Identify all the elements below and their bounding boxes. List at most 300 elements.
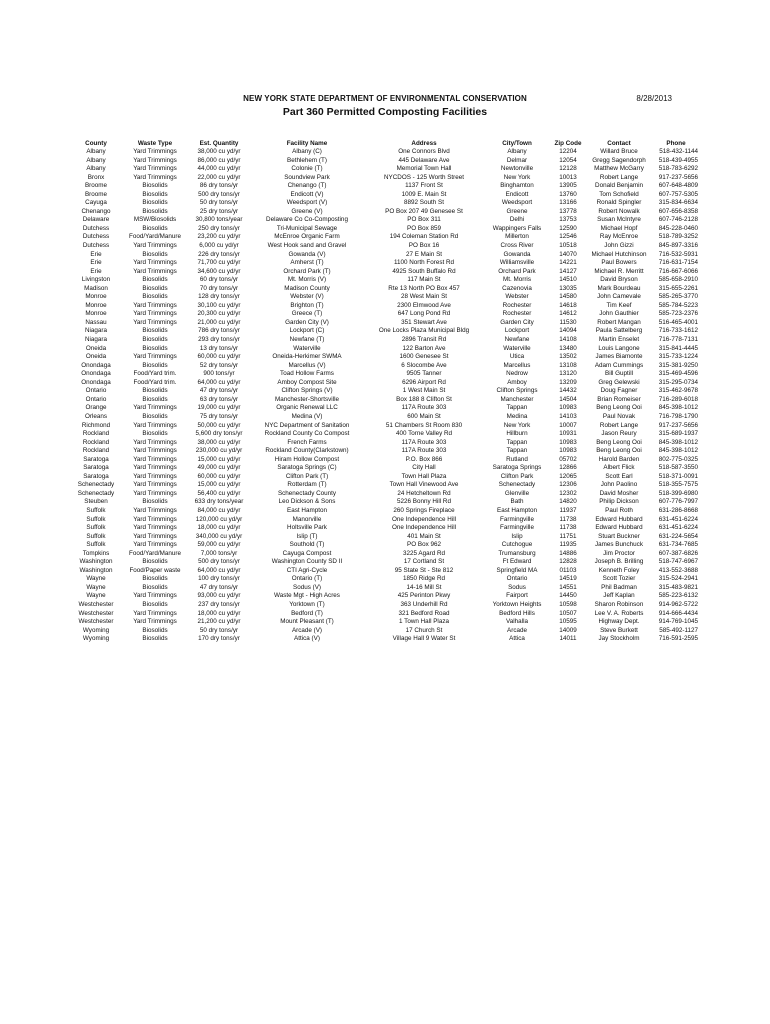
cell-county: Monroe [85, 293, 107, 301]
cell-city-town: Farmingville [500, 515, 534, 523]
cell-county: Onondaga [81, 378, 111, 386]
cell-est-quantity: 900 tons/yr [203, 370, 235, 378]
cell-zip-code: 11738 [559, 515, 577, 523]
cell-address: 17 Cortland St [403, 558, 445, 566]
table-row [70, 430, 700, 439]
cell-zip-code: 14009 [559, 626, 577, 634]
cell-county: Madison [84, 284, 108, 292]
cell-est-quantity: 20,300 cu yd/yr [197, 310, 241, 318]
table-row [70, 353, 700, 362]
cell-waste-type: Biosolids [142, 626, 168, 634]
cell-county: Monroe [85, 310, 107, 318]
cell-city-town: Ft Edward [502, 558, 532, 566]
cell-phone: 607-387-6826 [658, 549, 698, 557]
cell-county: Wayne [86, 583, 106, 591]
cell-phone: 516-465-4001 [658, 318, 698, 326]
cell-zip-code: 14820 [559, 498, 577, 506]
cell-waste-type: Biosolids [142, 199, 168, 207]
cell-address: 260 Springs Fireplace [393, 506, 455, 514]
cell-county: Onondaga [81, 361, 111, 369]
cell-address: One Independence Hill [391, 515, 457, 523]
cell-phone: 607-746-2128 [658, 216, 698, 224]
cell-zip-code: 11935 [559, 541, 577, 549]
table-row [70, 558, 700, 567]
cell-city-town: Ontario [506, 575, 528, 583]
cell-phone: 845-398-1012 [658, 404, 698, 412]
cell-facility-name: Greece (T) [291, 310, 323, 318]
cell-zip-code: 12828 [559, 558, 577, 566]
column-header-phone: Phone [666, 140, 686, 147]
cell-contact: Albert Flick [603, 464, 635, 472]
cell-contact: Tom Schofield [599, 190, 639, 198]
cell-waste-type: Yard Trimmings [133, 447, 177, 455]
cell-facility-name: Colonie (T) [291, 165, 323, 173]
table-row [70, 618, 700, 627]
cell-county: Washington [79, 566, 113, 574]
cell-facility-name: Mount Pleasant (T) [280, 618, 334, 626]
cell-est-quantity: 50 dry tons/yr [199, 626, 239, 634]
cell-zip-code: 10598 [559, 600, 577, 608]
cell-facility-name: Hiram Hollow Compost [274, 455, 340, 463]
cell-waste-type: Yard Trimmings [133, 438, 177, 446]
cell-waste-type: Biosolids [142, 361, 168, 369]
cell-zip-code: 13502 [559, 353, 577, 361]
cell-county: Albany [86, 165, 106, 173]
cell-waste-type: Yard Trimmings [133, 242, 177, 250]
table-row [70, 336, 700, 345]
cell-county: Schenectady [77, 481, 115, 489]
cell-city-town: Garden City [500, 318, 534, 326]
cell-contact: John Gauthier [599, 310, 639, 318]
cell-facility-name: Albany (C) [292, 148, 322, 155]
cell-facility-name: Webster (V) [290, 293, 324, 301]
cell-contact: Doug Fagner [600, 387, 638, 395]
cell-phone: 315-655-2261 [658, 284, 698, 292]
cell-est-quantity: 75 dry tons/yr [199, 412, 239, 420]
cell-city-town: Newtonville [500, 165, 534, 173]
cell-address: 401 Main St [407, 532, 441, 540]
cell-facility-name: Rockland County Co Compost [264, 430, 350, 438]
cell-zip-code: 13035 [559, 284, 577, 292]
cell-phone: 315-834-6634 [658, 199, 698, 207]
cell-address: 363 Underhill Rd [400, 600, 448, 608]
cell-waste-type: Yard Trimmings [133, 506, 177, 514]
cell-city-town: New York [503, 173, 531, 181]
cell-county: Westchester [78, 600, 114, 608]
cell-city-town: Amboy [507, 378, 527, 386]
cell-contact: Beng Leong Ooi [596, 447, 642, 455]
cell-contact: Robert Mangan [597, 318, 641, 326]
cell-address: PO Box 207 49 Genesee St [385, 207, 463, 215]
cell-phone: 585-723-2376 [658, 310, 698, 318]
cell-zip-code: 14011 [559, 635, 577, 643]
cell-contact: Mark Bourdeau [597, 284, 641, 292]
cell-facility-name: Sodus (V) [293, 583, 321, 591]
cell-waste-type: Yard Trimmings [133, 156, 177, 164]
cell-address: 5226 Bonny Hill Rd [397, 498, 451, 506]
cell-city-town: Bath [510, 498, 524, 506]
cell-zip-code: 01103 [559, 566, 577, 574]
cell-address: 1 Town Hall Plaza [399, 618, 449, 626]
cell-phone: 845-398-1012 [658, 438, 698, 446]
cell-county: Cayuga [85, 199, 107, 207]
cell-county: Erie [90, 259, 102, 267]
table-row [70, 507, 700, 516]
cell-contact: Jeff Kaplan [603, 592, 635, 600]
cell-contact: James Bunchuck [595, 541, 643, 549]
cell-phone: 917-237-5656 [658, 173, 698, 181]
column-header-waste-type: Waste Type [137, 140, 173, 147]
cell-phone: 716-631-7154 [658, 259, 698, 267]
page-title: Part 360 Permitted Composting Facilities [282, 106, 488, 118]
cell-est-quantity: 64,000 cu yd/yr [197, 378, 241, 386]
cell-est-quantity: 100 dry tons/yr [198, 575, 240, 583]
cell-phone: 315-469-4596 [658, 370, 698, 378]
cell-waste-type: Yard Trimmings [133, 404, 177, 412]
cell-contact: Harold Barden [598, 455, 640, 463]
cell-est-quantity: 23,200 cu yd/yr [197, 233, 241, 241]
cell-county: Suffolk [86, 515, 106, 523]
cell-facility-name: Garden City (V) [285, 318, 329, 326]
cell-est-quantity: 500 dry tons/yr [198, 190, 240, 198]
cell-contact: Jason Reury [601, 430, 637, 438]
table-row [70, 498, 700, 507]
cell-city-town: Lockport [504, 327, 530, 335]
cell-address: 6 Slocombe Ave [401, 361, 447, 369]
cell-phone: 315-841-4445 [658, 344, 698, 352]
cell-zip-code: 14450 [559, 592, 577, 600]
cell-est-quantity: 59,000 cu yd/yr [197, 541, 241, 549]
cell-waste-type: Yard Trimmings [133, 455, 177, 463]
table-row [70, 635, 700, 644]
cell-phone: 631-451-6224 [658, 515, 698, 523]
cell-facility-name: Clifton Springs (V) [281, 387, 333, 395]
table-row [70, 396, 700, 405]
cell-address: 1600 Genesee St [399, 353, 449, 361]
cell-facility-name: Leo Dickson & Sons [278, 498, 336, 506]
cell-zip-code: 13209 [559, 378, 577, 386]
cell-city-town: Albany [507, 148, 527, 155]
cell-facility-name: Ontario (T) [291, 575, 323, 583]
cell-county: Steuben [84, 498, 108, 506]
cell-waste-type: Biosolids [142, 327, 168, 335]
cell-phone: 607-757-5305 [658, 190, 698, 198]
cell-phone: 518-789-3252 [658, 233, 698, 241]
cell-zip-code: 13753 [559, 216, 577, 224]
table-row [70, 293, 700, 302]
cell-address: 4925 South Buffalo Rd [392, 267, 456, 275]
cell-phone: 585-492-1127 [659, 626, 698, 634]
cell-county: Wyoming [82, 635, 110, 643]
cell-waste-type: Yard Trimmings [133, 592, 177, 600]
cell-facility-name: Bedford (T) [291, 609, 323, 617]
cell-zip-code: 13905 [559, 182, 577, 190]
table-row [70, 601, 700, 610]
cell-waste-type: Yard Trimmings [133, 489, 177, 497]
cell-county: Chenango [81, 207, 111, 215]
cell-city-town: Webster [505, 293, 529, 301]
cell-waste-type: Biosolids [142, 250, 168, 258]
cell-waste-type: Biosolids [142, 430, 168, 438]
cell-zip-code: 10007 [559, 421, 577, 429]
cell-zip-code: 14580 [559, 293, 577, 301]
cell-city-town: Newfane [504, 336, 530, 344]
cell-county: Dutchess [82, 224, 110, 232]
cell-zip-code: 13480 [559, 344, 577, 352]
cell-contact: Gregg Sagendorph [592, 156, 646, 164]
cell-address: 600 Main St [407, 412, 441, 420]
cell-city-town: Schenectady [498, 481, 536, 489]
cell-facility-name: Brighton (T) [290, 301, 324, 309]
cell-address: City Hall [412, 464, 436, 472]
cell-phone: 631-224-5654 [658, 532, 698, 540]
cell-county: Ontario [85, 395, 107, 403]
cell-zip-code: 11751 [559, 532, 577, 540]
cell-zip-code: 14221 [559, 259, 577, 267]
table-row [70, 516, 700, 525]
table-row [70, 233, 700, 242]
cell-est-quantity: 60,000 cu yd/yr [197, 353, 241, 361]
cell-phone: 716-532-5931 [658, 250, 698, 258]
cell-facility-name: Delaware Co Co-Composting [266, 216, 348, 224]
table-row [70, 242, 700, 251]
cell-phone: 585-265-3770 [658, 293, 698, 301]
cell-address: 122 Barton Ave [402, 344, 446, 352]
cell-address: 51 Chambers St Room 830 [385, 421, 463, 429]
cell-address: PO Box 859 [407, 224, 441, 232]
cell-county: Tompkins [82, 549, 110, 557]
cell-county: Suffolk [86, 524, 106, 532]
cell-est-quantity: 226 dry tons/yr [198, 250, 240, 258]
cell-contact: Stuart Buckner [598, 532, 640, 540]
cell-zip-code: 14519 [559, 575, 577, 583]
table-row [70, 584, 700, 593]
table-row [70, 413, 700, 422]
cell-est-quantity: 70 dry tons/yr [199, 284, 239, 292]
cell-phone: 315-462-9678 [658, 387, 698, 395]
cell-city-town: Nedrow [506, 370, 528, 378]
cell-address: One Independence Hill [391, 524, 457, 532]
cell-est-quantity: 120,000 cu yd/yr [195, 515, 243, 523]
cell-city-town: Cutchogue [501, 541, 533, 549]
cell-contact: Greg Gelewski [598, 378, 640, 386]
cell-waste-type: Food/Yard/Manure [128, 233, 182, 241]
cell-county: Onondaga [81, 370, 111, 378]
cell-address: 647 Long Pond Rd [397, 310, 451, 318]
cell-address: 117A Route 303 [401, 438, 447, 446]
cell-contact: Martin Enselet [598, 336, 640, 344]
cell-address: 2896 Transit Rd [401, 336, 447, 344]
cell-zip-code: 10983 [559, 438, 577, 446]
cell-address: 400 Torne Valley Rd [395, 430, 453, 438]
cell-county: Albany [86, 156, 106, 164]
cell-zip-code: 10013 [559, 173, 577, 181]
cell-county: Albany [86, 148, 106, 155]
cell-facility-name: Bethlehem (T) [287, 156, 327, 164]
cell-address: PO Box 962 [407, 541, 441, 549]
cell-facility-name: Soundview Park [284, 173, 330, 181]
cell-contact: John Camevale [597, 293, 641, 301]
cell-facility-name: Southold (T) [289, 541, 325, 549]
cell-contact: Adam Cummings [594, 361, 644, 369]
cell-phone: 585-658-2910 [658, 276, 698, 284]
cell-facility-name: Rockland County(Clarkstown) [265, 447, 349, 455]
table-row [70, 370, 700, 379]
cell-city-town: Rochester [502, 310, 532, 318]
cell-est-quantity: 250 dry tons/yr [198, 224, 240, 232]
cell-contact: James Biamonte [595, 353, 643, 361]
cell-contact: Michael Hopf [600, 224, 638, 232]
cell-zip-code: 10983 [559, 404, 577, 412]
cell-address: PO Box 16 [408, 242, 440, 250]
cell-county: Erie [90, 250, 102, 258]
table-row [70, 276, 700, 285]
cell-facility-name: Madison County [284, 284, 330, 292]
table-row [70, 259, 700, 268]
cell-waste-type: Biosolids [142, 182, 168, 190]
cell-phone: 716-778-7131 [658, 336, 698, 344]
cell-address: Town Hall Vinewood Ave [389, 481, 459, 489]
cell-contact: Kenneth Foley [598, 566, 640, 574]
cell-est-quantity: 50 dry tons/yr [199, 199, 239, 207]
cell-est-quantity: 47 dry tons/yr [199, 387, 239, 395]
cell-contact: Paul Novak [602, 412, 636, 420]
cell-waste-type: Yard Trimmings [133, 609, 177, 617]
cell-zip-code: 13778 [559, 207, 577, 215]
cell-county: Dutchess [82, 242, 110, 250]
table-row [70, 592, 700, 601]
table-row [70, 550, 700, 559]
cell-city-town: Rochester [502, 301, 532, 309]
table-header-row [70, 139, 700, 148]
cell-contact: Philip Dickson [599, 498, 639, 506]
cell-contact: Bill Guptill [605, 370, 633, 378]
cell-county: Broome [84, 190, 108, 198]
cell-zip-code: 10983 [559, 447, 577, 455]
cell-county: Monroe [85, 301, 107, 309]
cell-county: Nassau [85, 318, 107, 326]
table-row [70, 387, 700, 396]
cell-est-quantity: 56,400 cu yd/yr [197, 489, 241, 497]
cell-zip-code: 05702 [559, 455, 577, 463]
cell-facility-name: Washington County SD II [271, 558, 343, 566]
cell-city-town: Waterville [503, 344, 531, 352]
cell-waste-type: Biosolids [142, 224, 168, 232]
cell-address: 1100 North Forest Rd [393, 259, 455, 267]
cell-est-quantity: 60 dry tons/yr [199, 276, 239, 284]
table-row [70, 447, 700, 456]
cell-est-quantity: 47 dry tons/yr [199, 583, 239, 591]
cell-address: 24 Hetcheltown Rd [397, 489, 451, 497]
cell-city-town: Fairport [506, 592, 528, 600]
cell-est-quantity: 170 dry tons/yr [198, 635, 240, 643]
table-row [70, 157, 700, 166]
table-row [70, 327, 700, 336]
cell-phone: 802-775-0325 [658, 455, 698, 463]
cell-waste-type: Biosolids [142, 635, 168, 643]
cell-county: Oneida [85, 344, 107, 352]
cell-county: Dutchess [82, 233, 110, 241]
cell-phone: 716-667-6066 [658, 267, 698, 275]
department-heading: NEW YORK STATE DEPARTMENT OF ENVIRONMENTAL CONSERVATION [243, 94, 527, 103]
cell-county: Erie [90, 267, 102, 275]
cell-est-quantity: 86 dry tons/yr [199, 182, 239, 190]
column-header-contact: Contact [607, 140, 631, 147]
table-row [70, 225, 700, 234]
cell-contact: Tim Keef [606, 301, 632, 309]
cell-address: P.O. Box 866 [405, 455, 443, 463]
cell-zip-code: 14504 [559, 395, 577, 403]
cell-address: 27 E Main St [405, 250, 443, 258]
cell-zip-code: 14103 [559, 412, 577, 420]
cell-county: Niagara [84, 327, 108, 335]
cell-contact: Paula Sattelberg [595, 327, 643, 335]
cell-phone: 716-591-2595 [658, 635, 698, 643]
cell-contact: Joseph B. Brilling [594, 558, 644, 566]
cell-waste-type: Yard Trimmings [133, 259, 177, 267]
table-row [70, 302, 700, 311]
column-header-facility-name: Facility Name [286, 140, 328, 147]
cell-est-quantity: 19,000 cu yd/yr [197, 404, 241, 412]
cell-county: Westchester [78, 609, 114, 617]
cell-phone: 716-733-1612 [658, 327, 698, 335]
cell-city-town: Bedford Hills [499, 609, 535, 617]
cell-waste-type: Yard Trimmings [133, 318, 177, 326]
cell-est-quantity: 237 dry tons/yr [198, 600, 240, 608]
table-row [70, 345, 700, 354]
table-row [70, 456, 700, 465]
cell-contact: Phil Badman [601, 583, 637, 591]
cell-phone: 631-451-6224 [658, 524, 698, 532]
cell-phone: 315-524-2941 [658, 575, 698, 583]
cell-phone: 914-666-4434 [658, 609, 698, 617]
table-row [70, 251, 700, 260]
cell-waste-type: Biosolids [142, 558, 168, 566]
cell-address: Box 188 8 Clifton St [396, 395, 452, 403]
cell-waste-type: Biosolids [142, 575, 168, 583]
cell-est-quantity: 30,100 cu yd/yr [197, 301, 241, 309]
cell-city-town: Valhalla [506, 618, 528, 626]
cell-est-quantity: 340,000 cu yd/yr [195, 532, 243, 540]
cell-zip-code: 14070 [559, 250, 577, 258]
cell-waste-type: Yard Trimmings [133, 515, 177, 523]
cell-county: Wayne [86, 575, 106, 583]
cell-city-town: Yorktown Heights [492, 600, 542, 608]
cell-zip-code: 12306 [559, 481, 577, 489]
cell-contact: Highway Dept. [598, 618, 640, 626]
table-row [70, 627, 700, 636]
table-row [70, 404, 700, 413]
cell-address: 6296 Airport Rd [402, 378, 446, 386]
cell-phone: 315-483-9821 [658, 583, 698, 591]
cell-county: Rockland [82, 447, 110, 455]
cell-city-town: Utica [509, 353, 525, 361]
cell-contact: Jay Stockholm [598, 635, 640, 643]
cell-waste-type: Food/Yard trim. [133, 370, 177, 378]
cell-facility-name: Waterville [293, 344, 321, 352]
cell-city-town: Tappan [506, 404, 528, 412]
cell-phone: 518-371-0091 [658, 472, 698, 480]
column-header-address: Address [411, 140, 437, 147]
cell-phone: 607-656-8358 [658, 207, 698, 215]
cell-city-town: Clifton Park [500, 472, 534, 480]
cell-address: 1 West Main St [402, 387, 446, 395]
cell-city-town: Wappingers Falls [492, 224, 542, 232]
cell-address: 3225 Agard Rd [402, 549, 445, 557]
cell-waste-type: Biosolids [142, 284, 168, 292]
table-row [70, 182, 700, 191]
cell-contact: Edward Hubbard [595, 524, 643, 532]
